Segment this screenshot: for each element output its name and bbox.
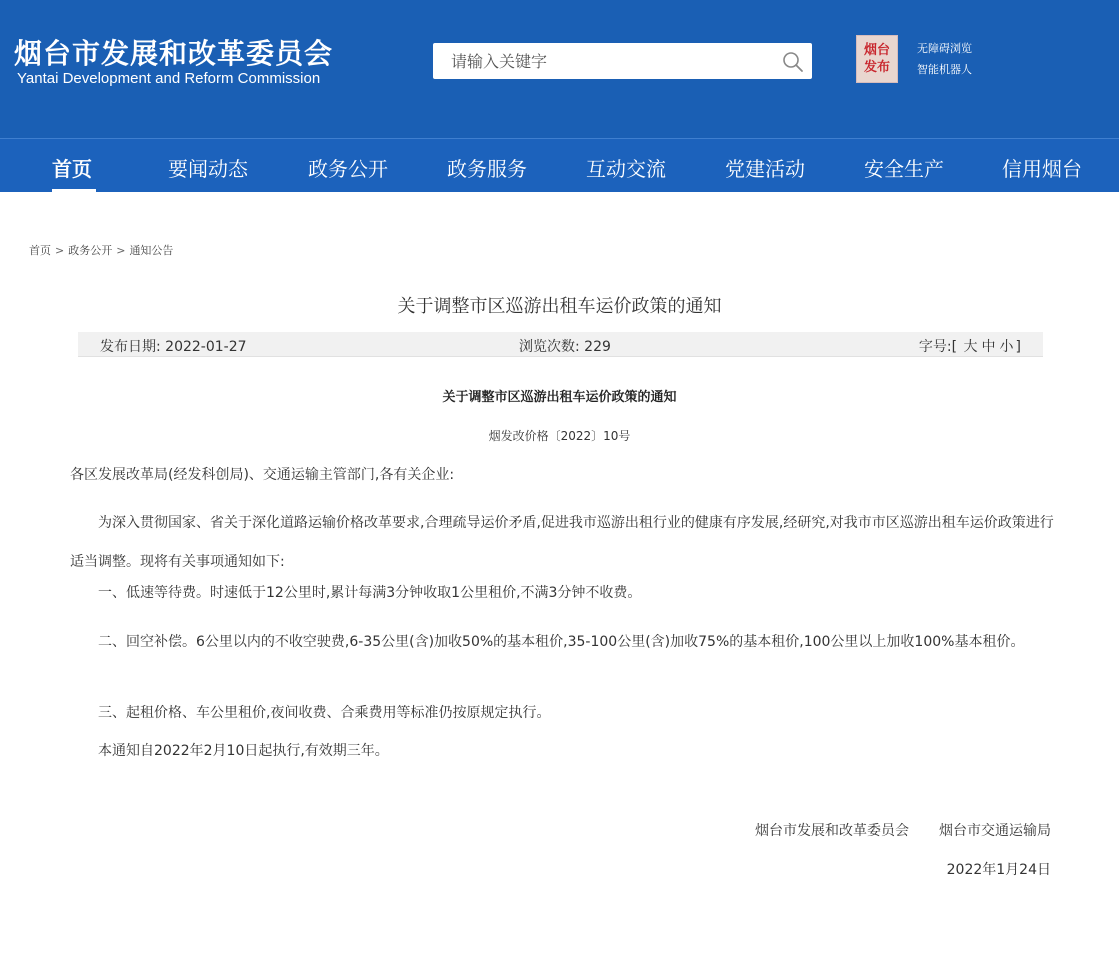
search-icon[interactable] (782, 51, 804, 73)
nav-item-home[interactable]: 首页 (52, 157, 92, 181)
publish-date-value: 2022-01-27 (165, 339, 247, 355)
view-count-label: 浏览次数: (519, 339, 580, 355)
robot-link[interactable]: 智能机器人 (917, 63, 972, 76)
document-sign-date: 2022年1月24日 (946, 862, 1051, 878)
document-paragraph: 为深入贯彻国家、省关于深化道路运输价格改革要求,合理疏导运价矛盾,促进我市巡游出租行业的健康有序发展,经研究,对我市市区巡游出租车运价政策进行适当调整。现将有关事项通知如下: (70, 515, 1054, 570)
breadcrumb-separator: > (55, 244, 65, 257)
yantai-release-badge[interactable] (856, 35, 898, 83)
document-paragraph: 本通知自2022年2月10日起执行,有效期三年。 (98, 743, 389, 759)
nav-item-gov-service[interactable]: 政务服务 (447, 157, 527, 181)
breadcrumb-home[interactable]: 首页 (29, 244, 51, 257)
page-title: 关于调整市区巡游出租车运价政策的通知 (397, 296, 722, 317)
badge-line-2: 发布 (863, 60, 890, 75)
document-addressee: 各区发展改革局(经发科创局)、交通运输主管部门,各有关企业: (70, 467, 455, 483)
main-nav (0, 138, 1119, 192)
font-size-medium[interactable]: 中 (981, 339, 996, 355)
signer-development-commission: 烟台市发展和改革委员会 (755, 823, 909, 839)
view-count-value: 229 (584, 339, 611, 355)
view-count-info (519, 336, 611, 356)
nav-item-news[interactable]: 要闻动态 (168, 157, 248, 181)
font-size-small[interactable]: 小 (999, 339, 1014, 355)
site-header (0, 0, 1119, 138)
document-title: 关于调整市区巡游出租车运价政策的通知 (442, 390, 677, 405)
document-number: 烟发改价格〔2022〕10号 (488, 429, 631, 443)
site-logo-subtitle[interactable]: Yantai Development and Reform Commission (17, 70, 321, 87)
document-paragraph: 三、起租价格、车公里租价,夜间收费、合乘费用等标准仍按原规定执行。 (98, 705, 551, 721)
header-tools (917, 38, 972, 80)
breadcrumb (29, 242, 173, 258)
nav-item-party[interactable]: 党建活动 (725, 157, 805, 181)
nav-item-interaction[interactable]: 互动交流 (586, 157, 666, 181)
font-size-large[interactable]: 大 (963, 339, 978, 355)
accessibility-link[interactable]: 无障碍浏览 (917, 42, 972, 55)
nav-active-indicator (52, 189, 96, 192)
badge-line-1: 烟台 (863, 43, 890, 58)
font-bracket-close: ] (1015, 339, 1021, 355)
search-input[interactable] (433, 43, 773, 79)
breadcrumb-notices[interactable]: 通知公告 (129, 244, 174, 257)
breadcrumb-gov-affairs[interactable]: 政务公开 (68, 244, 113, 257)
nav-item-safety[interactable]: 安全生产 (864, 157, 944, 181)
breadcrumb-separator: > (116, 244, 126, 257)
font-bracket-open: [ (951, 339, 958, 355)
document-paragraph: 二、回空补偿。6公里以内的不收空驶费,6-35公里(含)加收50%的基本租价,35-100公里(含)加收75%的基本租价,100公里以上加收100%基本租价。 (98, 634, 1025, 650)
article-meta-bar (78, 332, 1043, 357)
document-signers (755, 820, 1051, 840)
publish-date-info (100, 336, 247, 356)
signer-transport-bureau: 烟台市交通运输局 (939, 823, 1051, 839)
document-paragraph: 一、低速等待费。时速低于12公里时,累计每满3分钟收取1公里租价,不满3分钟不收费。 (98, 585, 642, 601)
nav-item-credit[interactable]: 信用烟台 (1002, 157, 1082, 181)
publish-date-label: 发布日期: (100, 339, 161, 355)
font-size-control (919, 336, 1021, 356)
site-logo-title[interactable]: 烟台市发展和改革委员会 (14, 37, 334, 70)
nav-item-gov-affairs[interactable]: 政务公开 (308, 157, 388, 181)
search-box (433, 43, 812, 79)
font-size-label: 字号: (918, 339, 952, 355)
